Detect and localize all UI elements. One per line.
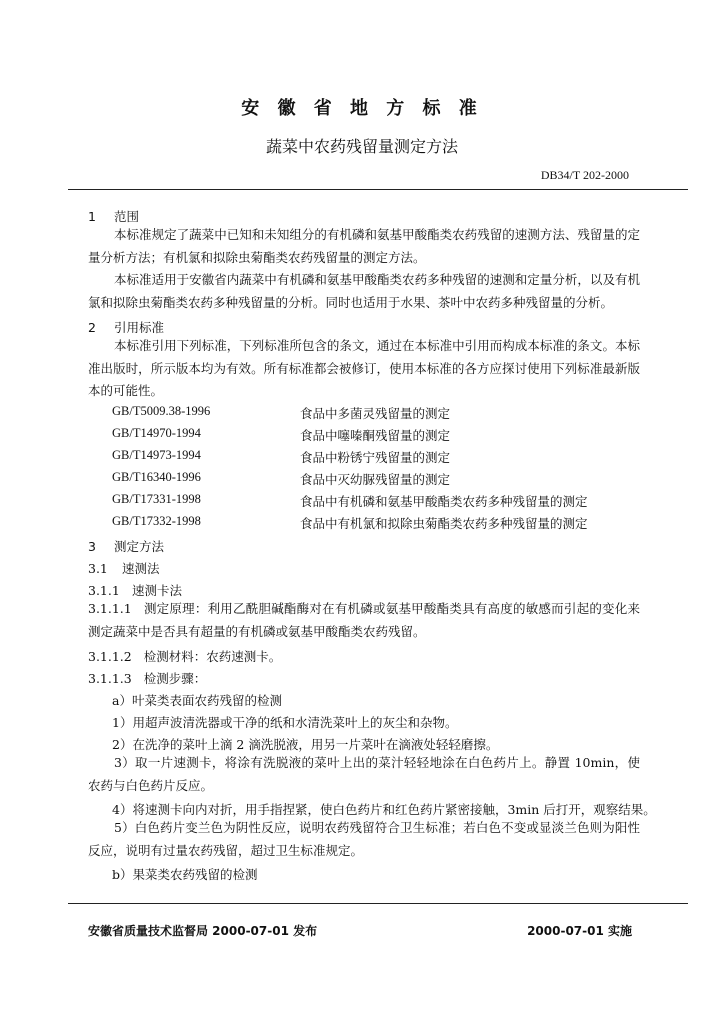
step-group-a: a）叶菜类表面农药残留的检测 — [112, 693, 282, 708]
step-5: 5）白色药片变兰色为阴性反应，说明农药残留符合卫生标准；若白色不变或显淡兰色则为阳性反应，说明有过量农药残留，超过卫生标准规定。 — [88, 820, 640, 858]
section-3-1-1-heading: 3.1.1 速测卡法 — [88, 583, 183, 598]
reference-code: GB/T17332-1998 — [112, 514, 201, 528]
step-group-b: b）果菜类农药残留的检测 — [112, 867, 258, 882]
reference-title: 食品中灭幼脲残留量的测定 — [300, 472, 451, 487]
step-1: 1）用超声波清洗器或干净的纸和水清洗菜叶上的灰尘和杂物。 — [112, 715, 458, 730]
reference-title: 食品中有机磷和氨基甲酸酯类农药多种残留量的测定 — [300, 494, 588, 509]
reference-title: 食品中噻嗪酮残留量的测定 — [300, 428, 451, 443]
section-3-1-1-3-line: 3.1.1.3 检测步骤： — [88, 671, 207, 686]
section-1-heading: 1 范围 — [88, 209, 140, 224]
section-1-paragraph-1: 本标准规定了蔬菜中已知和未知组分的有机磷和氨基甲酸酯类农药残留的速测方法、残留量的定量分析方法；有机氯和拟除虫菊酯类农药残留量的测定方法。 — [88, 227, 640, 265]
document-title: 蔬菜中农药残留量测定方法 — [265, 137, 458, 156]
section-3-1-heading: 3.1 速测法 — [88, 561, 160, 576]
reference-code: GB/T17331-1998 — [112, 492, 201, 506]
reference-code: GB/T5009.38-1996 — [112, 404, 211, 418]
section-3-1-1-2-line: 3.1.1.2 检测材料：农药速测卡。 — [88, 649, 282, 664]
section-2-heading: 2 引用标准 — [88, 320, 165, 335]
section-1-paragraph-2: 本标准适用于安徽省内蔬菜中有机磷和氨基甲酸酯类农药多种残留的速测和定量分析，以及有机氯和拟除虫菊酯类农药多种残留量的分析。同时也适用于水果、茶叶中农药多种残留量的分析。 — [88, 272, 640, 310]
header-divider — [68, 189, 688, 190]
step-3: 3）取一片速测卡，将涂有洗脱液的菜叶上出的菜汁轻轻地涂在白色药片上。静置 10min，使农药与白色药片反应。 — [88, 755, 640, 793]
reference-title: 食品中有机氯和拟除虫菊酯类农药多种残留量的测定 — [300, 516, 588, 531]
issue-date: 安徽省质量技术监督局 2000-07-01 发布 — [88, 924, 318, 938]
section-2-paragraph-1: 本标准引用下列标准，下列标准所包含的条文，通过在本标准中引用而构成本标准的条文。本标准出版时，所示版本均为有效。所有标准都会被修订，使用本标准的各方应探讨使用下列标准最新版本的可能性。 — [88, 338, 640, 398]
step-2: 2）在洗净的菜叶上滴 2 滴洗脱液，用另一片菜叶在滴液处轻轻磨擦。 — [112, 737, 499, 752]
section-3-heading: 3 测定方法 — [88, 539, 165, 554]
step-4: 4）将速测卡向内对折，用手指捏紧，使白色药片和红色药片紧密接触，3min 后打开，观察结果。 — [112, 802, 656, 817]
reference-code: GB/T16340-1996 — [112, 470, 201, 484]
standard-code: DB34/T 202-2000 — [540, 168, 629, 182]
section-3-1-1-1-paragraph: 3.1.1.1 测定原理：利用乙酰胆碱酯酶对在有机磷或氨基甲酸酯类具有高度的敏感而引起的变化来测定蔬菜中是否具有超量的有机磷或氨基甲酸酯类农药残留。 — [88, 601, 640, 639]
standard-category-title: 安 徽 省 地 方 标 准 — [241, 98, 483, 119]
reference-code: GB/T14970-1994 — [112, 426, 201, 440]
footer-divider — [68, 903, 688, 904]
implementation-date: 2000-07-01 实施 — [527, 924, 632, 938]
reference-code: GB/T14973-1994 — [112, 448, 201, 462]
reference-title: 食品中粉锈宁残留量的测定 — [300, 450, 451, 465]
reference-title: 食品中多菌灵残留量的测定 — [300, 406, 451, 421]
